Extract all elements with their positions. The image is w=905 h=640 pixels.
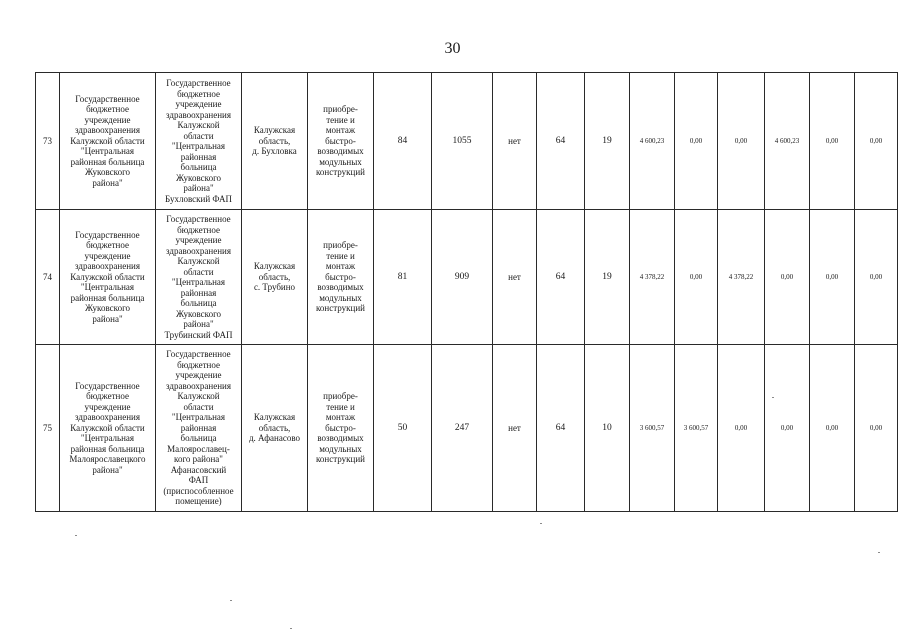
scan-speck [290, 628, 292, 629]
value-cell: нет [493, 73, 537, 210]
customer-name: Государственное бюджетное учреждение здравоохранения Калужской области "Центральная районная больница Жуковского района" [60, 73, 156, 210]
amount-cell: 4 378,22 [718, 210, 765, 345]
value-cell: 10 [585, 345, 630, 512]
facilities-table [35, 72, 898, 512]
page-number: 30 [444, 40, 461, 57]
value-cell: 64 [537, 210, 585, 345]
amount-cell: 0,00 [855, 210, 898, 345]
facility-location: Калужская область, д. Афанасово [242, 345, 308, 512]
amount-cell: 0,00 [855, 73, 898, 210]
value-cell: нет [493, 210, 537, 345]
work-type: приобре- тение и монтаж быстро- возводимых модульных конструкций [308, 210, 374, 345]
scan-speck [772, 397, 774, 398]
table-row [36, 210, 898, 345]
amount-cell: 4 600,23 [630, 73, 675, 210]
value-cell: 247 [432, 345, 493, 512]
amount-cell: 0,00 [765, 210, 810, 345]
scan-speck [540, 523, 542, 524]
amount-cell: 0,00 [675, 210, 718, 345]
amount-cell: 0,00 [765, 345, 810, 512]
facility-location: Калужская область, д. Бухловка [242, 73, 308, 210]
facility-location: Калужская область, с. Трубино [242, 210, 308, 345]
amount-cell: 3 600,57 [630, 345, 675, 512]
amount-cell: 0,00 [718, 73, 765, 210]
amount-cell: 0,00 [718, 345, 765, 512]
value-cell: 19 [585, 210, 630, 345]
amount-cell: 0,00 [810, 345, 855, 512]
scan-speck [878, 552, 880, 553]
amount-cell: 0,00 [810, 73, 855, 210]
amount-cell: 0,00 [855, 345, 898, 512]
amount-cell: 4 378,22 [630, 210, 675, 345]
value-cell: 84 [374, 73, 432, 210]
value-cell: 81 [374, 210, 432, 345]
value-cell: 1055 [432, 73, 493, 210]
customer-name: Государственное бюджетное учреждение здравоохранения Калужской области "Центральная районная больница Малоярославецкого района" [60, 345, 156, 512]
table-row [36, 345, 898, 512]
row-number: 74 [36, 210, 60, 345]
facility-name: Государственное бюджетное учреждение здравоохранения Калужской области "Центральная районная больница Жуковского района" Трубинский ФАП [156, 210, 242, 345]
value-cell: 64 [537, 73, 585, 210]
value-cell: 64 [537, 345, 585, 512]
work-type: приобре- тение и монтаж быстро- возводимых модульных конструкций [308, 345, 374, 512]
scan-speck [230, 600, 232, 601]
facility-name: Государственное бюджетное учреждение здравоохранения Калужской области "Центральная районная больница Малоярославец- кого района" Афанасовский ФАП (приспособленное помещение) [156, 345, 242, 512]
scan-speck [75, 535, 77, 536]
work-type: приобре- тение и монтаж быстро- возводимых модульных конструкций [308, 73, 374, 210]
amount-cell: 0,00 [675, 73, 718, 210]
row-number: 73 [36, 73, 60, 210]
amount-cell: 0,00 [810, 210, 855, 345]
customer-name: Государственное бюджетное учреждение здравоохранения Калужской области "Центральная районная больница Жуковского района" [60, 210, 156, 345]
table-row [36, 73, 898, 210]
amount-cell: 3 600,57 [675, 345, 718, 512]
value-cell: 50 [374, 345, 432, 512]
value-cell: 19 [585, 73, 630, 210]
row-number: 75 [36, 345, 60, 512]
amount-cell: 4 600,23 [765, 73, 810, 210]
value-cell: 909 [432, 210, 493, 345]
value-cell: нет [493, 345, 537, 512]
facility-name: Государственное бюджетное учреждение здравоохранения Калужской области "Центральная районная больница Жуковского района" Бухловский ФАП [156, 73, 242, 210]
